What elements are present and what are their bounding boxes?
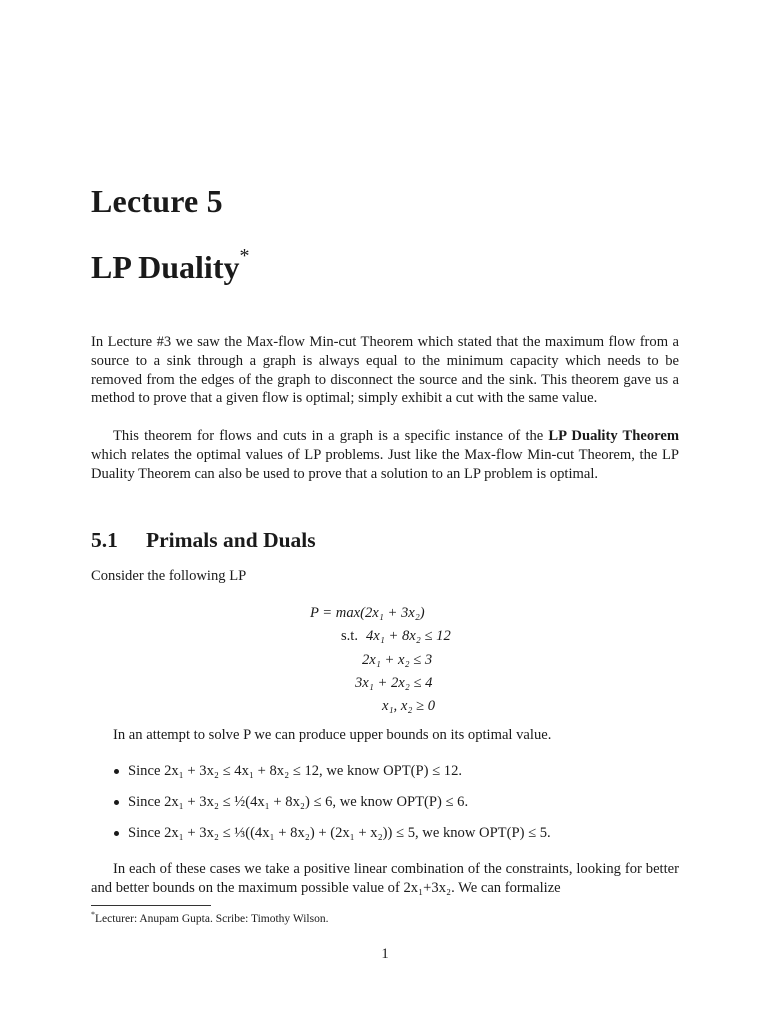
lp-formulation bbox=[310, 602, 510, 718]
lp-constraint-row bbox=[310, 625, 510, 648]
section-title: Primals and Duals bbox=[146, 528, 316, 552]
consider-text: Consider the following LP bbox=[91, 568, 247, 584]
footnote-text: Lecturer: Anupam Gupta. Scribe: Timothy Wilson. bbox=[95, 912, 329, 925]
lp-constraint-row bbox=[310, 695, 510, 718]
bounds-intro: In an attempt to solve P we can produce upper bounds on its optimal value. bbox=[113, 727, 552, 743]
footnote-mark: * bbox=[91, 910, 95, 919]
p2-bold-term: LP Duality Theorem bbox=[548, 428, 679, 444]
intro-paragraph-1: In Lecture #3 we saw the Max-flow Min-cut Theorem which stated that the maximum flow from a source to a sink through a graph is always equal to the minimum capacity which needs to be removed from the edges of the graph to disconnect the source and the sink. This theorem gave us a method to prove that a given flow is optimal; simply exhibit a cut with the same value. bbox=[91, 334, 679, 407]
lp-constraint-row bbox=[310, 672, 510, 695]
closing-paragraph: In each of these cases we take a positive linear combination of the constraints, looking for better and better bounds on the maximum possible value of 2x₁+3x₂. We can formalize bbox=[91, 861, 679, 896]
bounds-list bbox=[113, 762, 551, 855]
lp-constraint-row bbox=[310, 649, 510, 672]
title-footnote-mark: * bbox=[239, 245, 250, 268]
lp-constraint: 2x₁ + x₂ ≤ 3 bbox=[362, 651, 433, 668]
list-item: Since 2x₁ + 3x₂ ≤ ⅓((4x₁ + 8x₂) + (2x₁ + x₂)) ≤ 5, we know OPT(P) ≤ 5. bbox=[113, 824, 551, 855]
lp-st-label: s.t. bbox=[340, 628, 358, 645]
list-item: Since 2x₁ + 3x₂ ≤ 4x₁ + 8x₂ ≤ 12, we know OPT(P) ≤ 12. bbox=[113, 762, 551, 793]
lecture-title bbox=[91, 245, 250, 286]
lp-objective: P = max(2x₁ + 3x₂) bbox=[310, 605, 425, 621]
lp-constraint: 3x₁ + 2x₂ ≤ 4 bbox=[355, 674, 433, 691]
section-heading bbox=[91, 528, 316, 553]
lecture-number: Lecture 5 bbox=[91, 183, 223, 219]
lp-constraint: 4x₁ + 8x₂ ≤ 12 bbox=[366, 628, 451, 645]
lp-constraint: x₁, x₂ ≥ 0 bbox=[382, 698, 436, 715]
title-text: LP Duality bbox=[91, 249, 240, 285]
list-item: Since 2x₁ + 3x₂ ≤ ½(4x₁ + 8x₂) ≤ 6, we know OPT(P) ≤ 6. bbox=[113, 793, 551, 824]
section-number: 5.1 bbox=[91, 528, 118, 552]
footnote-divider bbox=[91, 905, 211, 906]
p2-text-b: which relates the optimal values of LP problems. Just like the Max-flow Min-cut Theorem, the LP Duality Theorem can also be used to prove that a solution to an LP problem is optimal. bbox=[91, 446, 679, 482]
intro-paragraph-2 bbox=[91, 427, 679, 483]
footnote bbox=[91, 910, 328, 925]
lp-objective-row bbox=[310, 602, 510, 625]
p2-text-a: This theorem for flows and cuts in a graph is a specific instance of the bbox=[113, 428, 549, 444]
page-number: 1 bbox=[381, 946, 389, 962]
